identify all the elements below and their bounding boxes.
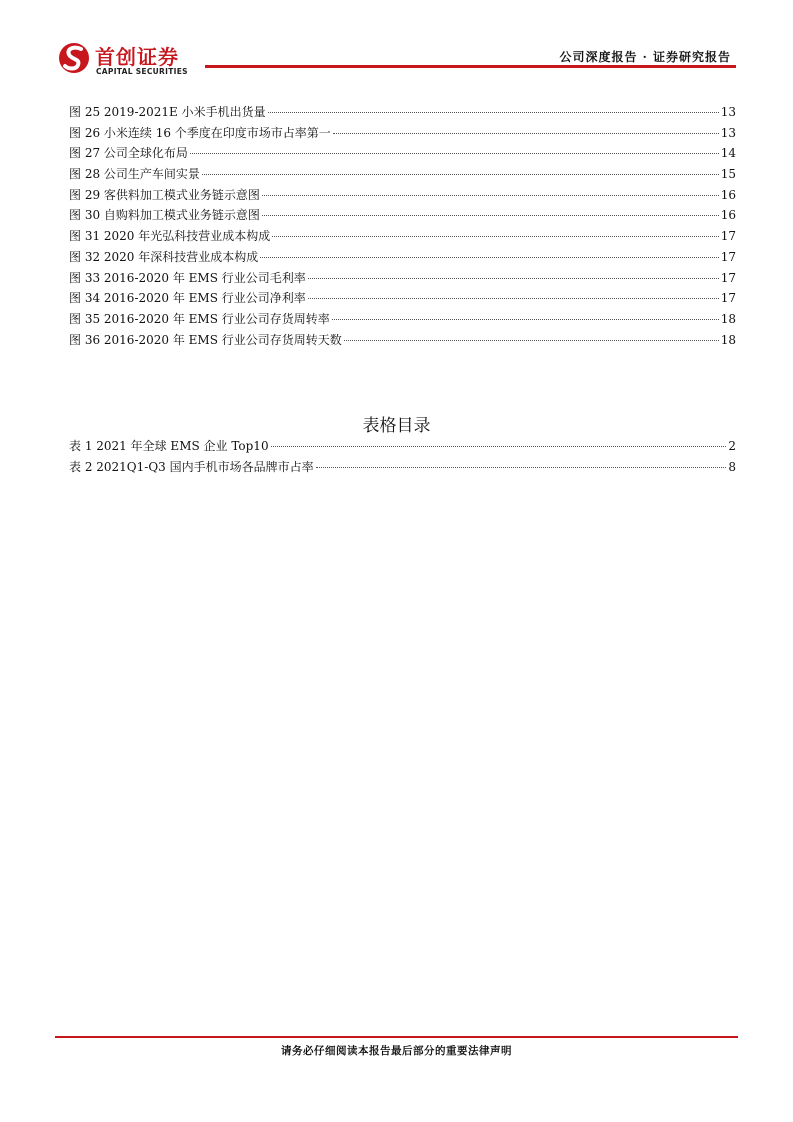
toc-entry-label: 图 27 公司全球化布局 (69, 146, 188, 161)
legal-disclaimer: 请务必仔细阅读本报告最后部分的重要法律声明 (281, 1045, 512, 1057)
toc-dot-leader (332, 319, 719, 320)
toc-dot-leader (202, 174, 719, 175)
toc-entry-label: 图 30 自购料加工模式业务链示意图 (69, 208, 260, 223)
logo-english-text: CAPITAL SECURITIES (96, 67, 188, 76)
tables-section-title: 表格目录 (362, 416, 431, 436)
toc-dot-leader (333, 133, 719, 134)
toc-page-number: 16 (720, 208, 736, 223)
toc-entry-label: 图 33 2016-2020 年 EMS 行业公司毛利率 (69, 270, 306, 285)
toc-dot-leader (268, 112, 719, 113)
toc-row-figure-27[interactable] (69, 143, 736, 164)
toc-page-number: 18 (720, 311, 736, 326)
toc-dot-leader (316, 467, 727, 468)
toc-row-table-1[interactable] (69, 436, 736, 457)
toc-entry-label: 图 31 2020 年光弘科技营业成本构成 (69, 229, 271, 244)
toc-entry-label: 图 34 2016-2020 年 EMS 行业公司净利率 (69, 291, 306, 306)
toc-entry-label: 图 35 2016-2020 年 EMS 行业公司存货周转率 (69, 311, 330, 326)
toc-entry-label: 图 26 小米连续 16 个季度在印度市场市占率第一 (69, 125, 331, 140)
toc-dot-leader (271, 446, 727, 447)
toc-row-figure-31[interactable] (69, 226, 736, 247)
header-divider (205, 65, 736, 68)
toc-row-figure-32[interactable] (69, 247, 736, 268)
toc-dot-leader (262, 215, 719, 216)
toc-page-number: 16 (720, 187, 736, 202)
toc-entry-label: 图 25 2019-2021E 小米手机出货量 (69, 105, 266, 119)
toc-dot-leader (190, 153, 719, 154)
toc-row-figure-35[interactable] (69, 309, 736, 330)
toc-page-number: 13 (720, 125, 736, 140)
toc-dot-leader (260, 257, 718, 258)
toc-page-number: 14 (720, 146, 736, 161)
toc-entry-label: 表 2 2021Q1-Q3 国内手机市场各品牌市占率 (69, 459, 314, 474)
page-header (0, 0, 793, 80)
toc-page-number: 17 (720, 291, 736, 306)
toc-row-table-2[interactable] (69, 457, 736, 478)
toc-row-figure-30[interactable] (69, 205, 736, 226)
toc-entry-label: 表 1 2021 年全球 EMS 企业 Top10 (69, 439, 269, 453)
company-logo (58, 40, 218, 80)
toc-entry-label: 图 36 2016-2020 年 EMS 行业公司存货周转天数 (69, 332, 342, 347)
logo-mark-icon (58, 40, 90, 76)
toc-page-number: 15 (720, 167, 736, 182)
toc-page-number: 18 (720, 332, 736, 347)
table-list (69, 436, 736, 477)
toc-page-number: 13 (720, 105, 736, 119)
toc-dot-leader (262, 195, 719, 196)
toc-entry-label: 图 32 2020 年深科技营业成本构成 (69, 249, 259, 264)
logo-chinese-text: 首创证券 (95, 45, 179, 69)
toc-row-figure-29[interactable] (69, 185, 736, 206)
toc-entry-label: 图 29 客供料加工模式业务链示意图 (69, 187, 260, 202)
toc-dot-leader (308, 298, 719, 299)
toc-dot-leader (272, 236, 718, 237)
report-type-label: 公司深度报告 · 证券研究报告 (559, 50, 731, 64)
toc-row-figure-26[interactable] (69, 123, 736, 144)
toc-page-number: 17 (720, 229, 736, 244)
toc-row-figure-34[interactable] (69, 288, 736, 309)
toc-row-figure-25[interactable] (69, 102, 736, 123)
toc-dot-leader (308, 278, 719, 279)
toc-page-number: 17 (720, 270, 736, 285)
toc-row-figure-33[interactable] (69, 268, 736, 289)
toc-row-figure-36[interactable] (69, 330, 736, 351)
toc-page-number: 17 (720, 249, 736, 264)
toc-page-number: 8 (728, 459, 736, 474)
toc-page-number: 2 (728, 439, 736, 453)
toc-entry-label: 图 28 公司生产车间实景 (69, 167, 200, 182)
toc-row-figure-28[interactable] (69, 164, 736, 185)
toc-dot-leader (344, 340, 719, 341)
figure-list (69, 102, 736, 350)
footer-divider (55, 1036, 738, 1038)
